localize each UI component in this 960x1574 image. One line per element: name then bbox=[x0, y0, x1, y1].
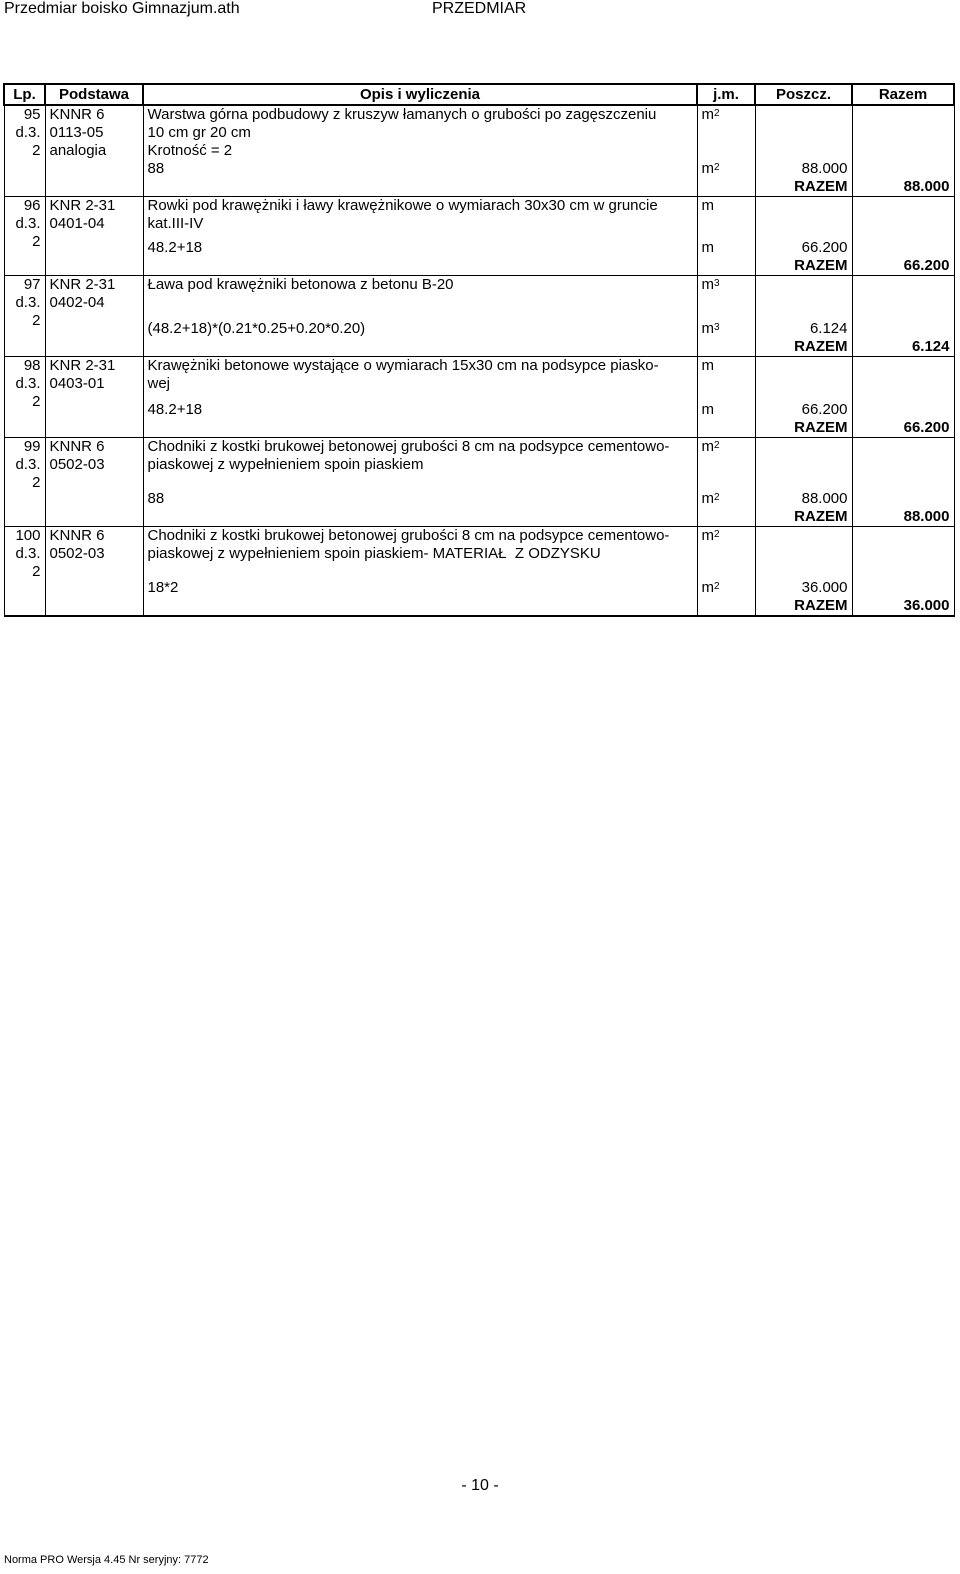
razem-row bbox=[4, 338, 954, 357]
table-row bbox=[4, 438, 954, 491]
razem-value: 66.200 bbox=[852, 257, 954, 276]
calc-row bbox=[4, 579, 954, 597]
unit-exponent: 2 bbox=[714, 492, 720, 503]
podstawa-code: 0502-03 bbox=[49, 545, 105, 562]
razem-row bbox=[4, 257, 954, 276]
col-poszcz-header: Poszcz. bbox=[755, 84, 852, 105]
calc-row bbox=[4, 239, 954, 257]
item-description: wej bbox=[147, 375, 171, 392]
item-description: piaskowej z wypełnieniem spoin piaskiem- MATERIAŁ Z ODZYSKU bbox=[147, 545, 601, 562]
item-description: Warstwa górna podbudowy z kruszyw łamanych o grubości po zagęszczeniu bbox=[147, 106, 657, 123]
item-unit: m bbox=[701, 197, 714, 214]
razem-label: RAZEM bbox=[755, 597, 852, 616]
lp-ref: d.3. bbox=[15, 375, 41, 392]
item-description: Chodniki z kostki brukowej betonowej grubości 8 cm na podsypce cementowo- bbox=[147, 527, 670, 544]
podstawa-catalog: KNR 2-31 bbox=[49, 357, 116, 374]
item-description: Krawężniki betonowe wystające o wymiarach 15x30 cm na podsypce piasko- bbox=[147, 357, 659, 374]
calc-expression: 48.2+18 bbox=[143, 239, 697, 257]
col-razem-header: Razem bbox=[852, 84, 954, 105]
podstawa-catalog: KNR 2-31 bbox=[49, 197, 116, 214]
calc-row bbox=[4, 160, 954, 178]
razem-label: RAZEM bbox=[755, 508, 852, 527]
lp-number: 95 bbox=[23, 106, 41, 123]
footer-software-info: Norma PRO Wersja 4.45 Nr seryjny: 7772 bbox=[4, 1554, 209, 1566]
lp-number: 99 bbox=[23, 438, 41, 455]
razem-label: RAZEM bbox=[755, 257, 852, 276]
item-description: piaskowej z wypełnieniem spoin piaskiem bbox=[147, 456, 424, 473]
item-description: 10 cm gr 20 cm bbox=[147, 124, 251, 141]
page-number: - 10 - bbox=[461, 1477, 499, 1494]
item-unit: m bbox=[701, 357, 714, 374]
item-description: Chodniki z kostki brukowej betonowej grubości 8 cm na podsypce cementowo- bbox=[147, 438, 670, 455]
lp-ref: d.3. bbox=[15, 294, 41, 311]
unit-exponent: 2 bbox=[714, 529, 720, 540]
podstawa-code: 0502-03 bbox=[49, 456, 105, 473]
table-row bbox=[4, 357, 954, 402]
razem-row bbox=[4, 178, 954, 197]
lp-section: 2 bbox=[32, 233, 41, 250]
calc-unit: m bbox=[701, 490, 714, 507]
item-description: kat.III-IV bbox=[147, 215, 204, 232]
calc-row bbox=[4, 401, 954, 419]
item-description: Krotność = 2 bbox=[147, 142, 233, 159]
table-row bbox=[4, 105, 954, 160]
razem-label: RAZEM bbox=[755, 419, 852, 438]
razem-row bbox=[4, 597, 954, 616]
lp-ref: d.3. bbox=[15, 215, 41, 232]
lp-ref: d.3. bbox=[15, 456, 41, 473]
document-title: Przedmiar boisko Gimnazjum.ath bbox=[4, 0, 240, 17]
razem-row bbox=[4, 508, 954, 527]
poszcz-value: 88.000 bbox=[755, 490, 852, 508]
table-row bbox=[4, 276, 954, 321]
lp-number: 98 bbox=[23, 357, 41, 374]
poszcz-value: 66.200 bbox=[755, 239, 852, 257]
razem-label: RAZEM bbox=[755, 178, 852, 197]
col-jm-header: j.m. bbox=[697, 84, 755, 105]
podstawa-code: 0113-05 bbox=[49, 124, 104, 141]
table-row bbox=[4, 197, 954, 240]
calc-unit: m bbox=[701, 239, 714, 256]
lp-number: 96 bbox=[23, 197, 41, 214]
podstawa-catalog: KNNR 6 bbox=[49, 438, 105, 455]
unit-exponent: 2 bbox=[714, 108, 720, 119]
razem-row bbox=[4, 419, 954, 438]
table-row bbox=[4, 527, 954, 580]
razem-label: RAZEM bbox=[755, 338, 852, 357]
przedmiar-table bbox=[3, 83, 955, 617]
calc-unit: m bbox=[701, 579, 714, 596]
lp-section: 2 bbox=[32, 312, 41, 329]
unit-exponent: 2 bbox=[714, 162, 720, 173]
calc-unit: m bbox=[701, 401, 714, 418]
poszcz-value: 6.124 bbox=[755, 320, 852, 338]
razem-value: 6.124 bbox=[852, 338, 954, 357]
item-unit: m bbox=[701, 438, 714, 455]
lp-number: 97 bbox=[23, 276, 41, 293]
lp-number: 100 bbox=[15, 527, 41, 544]
table-header-row bbox=[4, 84, 954, 105]
podstawa-note: analogia bbox=[49, 142, 107, 159]
item-unit: m bbox=[701, 527, 714, 544]
unit-exponent: 3 bbox=[714, 322, 720, 333]
item-description: Ława pod krawężniki betonowa z betonu B-20 bbox=[147, 276, 454, 293]
calc-row bbox=[4, 490, 954, 508]
document-type: PRZEDMIAR bbox=[432, 0, 527, 17]
calc-unit: m bbox=[701, 160, 714, 177]
podstawa-code: 0401-04 bbox=[49, 215, 105, 232]
unit-exponent: 2 bbox=[714, 440, 720, 451]
podstawa-catalog: KNR 2-31 bbox=[49, 276, 116, 293]
razem-value: 88.000 bbox=[852, 508, 954, 527]
item-unit: m bbox=[701, 276, 714, 293]
podstawa-catalog: KNNR 6 bbox=[49, 106, 105, 123]
unit-exponent: 3 bbox=[714, 278, 720, 289]
lp-ref: d.3. bbox=[15, 545, 41, 562]
col-podstawa-header: Podstawa bbox=[45, 84, 143, 105]
poszcz-value: 88.000 bbox=[755, 160, 852, 178]
item-description: Rowki pod krawężniki i ławy krawężnikowe o wymiarach 30x30 cm w gruncie bbox=[147, 197, 658, 214]
lp-section: 2 bbox=[32, 393, 41, 410]
lp-section: 2 bbox=[32, 474, 41, 491]
razem-value: 88.000 bbox=[852, 178, 954, 197]
item-unit: m bbox=[701, 106, 714, 123]
calc-expression: 88 bbox=[143, 160, 697, 178]
lp-section: 2 bbox=[32, 563, 41, 580]
calc-expression: (48.2+18)*(0.21*0.25+0.20*0.20) bbox=[143, 320, 697, 338]
col-lp-header: Lp. bbox=[4, 84, 45, 105]
calc-expression: 48.2+18 bbox=[143, 401, 697, 419]
podstawa-code: 0403-01 bbox=[49, 375, 105, 392]
razem-value: 36.000 bbox=[852, 597, 954, 616]
poszcz-value: 36.000 bbox=[755, 579, 852, 597]
poszcz-value: 66.200 bbox=[755, 401, 852, 419]
razem-value: 66.200 bbox=[852, 419, 954, 438]
calc-expression: 18*2 bbox=[143, 579, 697, 597]
lp-section: 2 bbox=[32, 142, 41, 159]
podstawa-code: 0402-04 bbox=[49, 294, 105, 311]
unit-exponent: 2 bbox=[714, 581, 720, 592]
podstawa-catalog: KNNR 6 bbox=[49, 527, 105, 544]
calc-unit: m bbox=[701, 320, 714, 337]
calc-row bbox=[4, 320, 954, 338]
col-opis-header: Opis i wyliczenia bbox=[143, 84, 697, 105]
calc-expression: 88 bbox=[143, 490, 697, 508]
lp-ref: d.3. bbox=[15, 124, 41, 141]
